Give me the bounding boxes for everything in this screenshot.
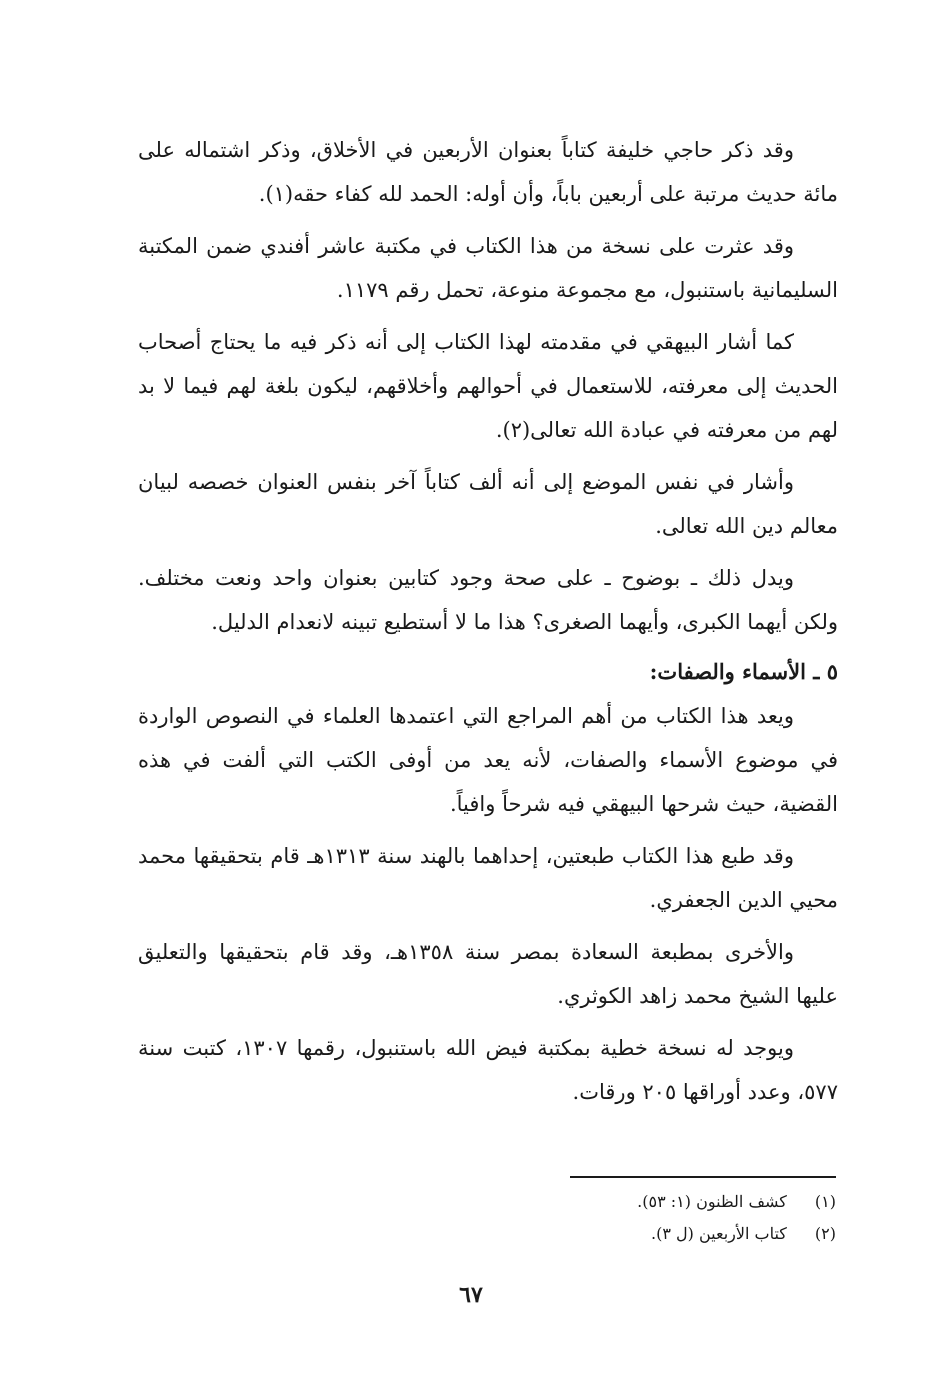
paragraph-second-edition: والأخرى بمطبعة السعادة بمصر سنة ١٣٥٨هـ، وقد قام بتحقيقها والتعليق عليها الشيخ محمد زاهد الكوثري.	[138, 940, 838, 1008]
paragraph-manuscript-faydullah: ويوجد له نسخة خطية بمكتبة فيض الله باستنبول، رقمها ١٣٠٧، كتبت سنة ٥٧٧، وعدد أوراقها ٢٠٥ ورقات.	[138, 1036, 838, 1104]
footnote-number: (٢)	[814, 1224, 836, 1243]
footnote-divider	[570, 1176, 836, 1178]
paragraph-asma-sifat-importance: ويعد هذا الكتاب من أهم المراجع التي اعتمدها العلماء في النصوص الواردة في موضوع الأسماء والصفات، لأنه يعد من أوفى الكتب التي ألفت في هذه القضية، حيث شرحها البيهقي فيه شرحاً وافياً.	[138, 704, 838, 816]
page-number: ٦٧	[459, 1282, 483, 1308]
footnote-number: (١)	[814, 1192, 836, 1211]
paragraph-second-book: وأشار في نفس الموضع إلى أنه ألف كتاباً آخر بنفس العنوان خصصه لبيان معالم دين الله تعالى.	[138, 470, 838, 538]
page-body	[138, 128, 838, 1122]
footnote-text: كتاب الأربعين (ل ٣).	[651, 1224, 787, 1243]
footnote-2	[400, 1218, 836, 1250]
footnotes	[400, 1186, 836, 1250]
paragraph-arbaeen-akhlaq: وقد ذكر حاجي خليفة كتاباً بعنوان الأربعين في الأخلاق، وذكر اشتماله على مائة حديث مرتبة على أربعين باباً، وأن أوله: الحمد لله كفاء حقه(١).	[138, 138, 838, 206]
paragraph-bayhaqi-introduction: كما أشار البيهقي في مقدمته لهذا الكتاب إلى أنه ذكر فيه ما يحتاج أصحاب الحديث إلى معرفته، للاستعمال في أحوالهم وأخلاقهم، ليكون بلغة لهم فيما لا بد لهم من معرفته في عبادة الله تعالى(٢).	[138, 330, 838, 442]
paragraph-first-edition: وقد طبع هذا الكتاب طبعتين، إحداهما بالهند سنة ١٣١٣هـ قام بتحقيقها محمد محيي الدين الجعفري.	[138, 844, 838, 912]
footnote-text: كشف الظنون (١: ٥٣).	[637, 1192, 787, 1211]
section-heading-asma-sifat: ٥ ـ الأسماء والصفات:	[649, 659, 838, 684]
paragraph-two-books-evidence: ويدل ذلك ـ بوضوح ـ على صحة وجود كتابين بعنوان واحد ونعت مختلف. ولكن أيهما الكبرى، وأيهما الصغرى؟ هذا ما لا أستطيع تبينه لانعدام الدليل.	[138, 566, 838, 634]
footnote-1	[400, 1186, 836, 1218]
paragraph-manuscript-ashir-efendi: وقد عثرت على نسخة من هذا الكتاب في مكتبة عاشر أفندي ضمن المكتبة السليمانية باستنبول، مع مجموعة منوعة، تحمل رقم ١١٧٩.	[138, 234, 838, 302]
